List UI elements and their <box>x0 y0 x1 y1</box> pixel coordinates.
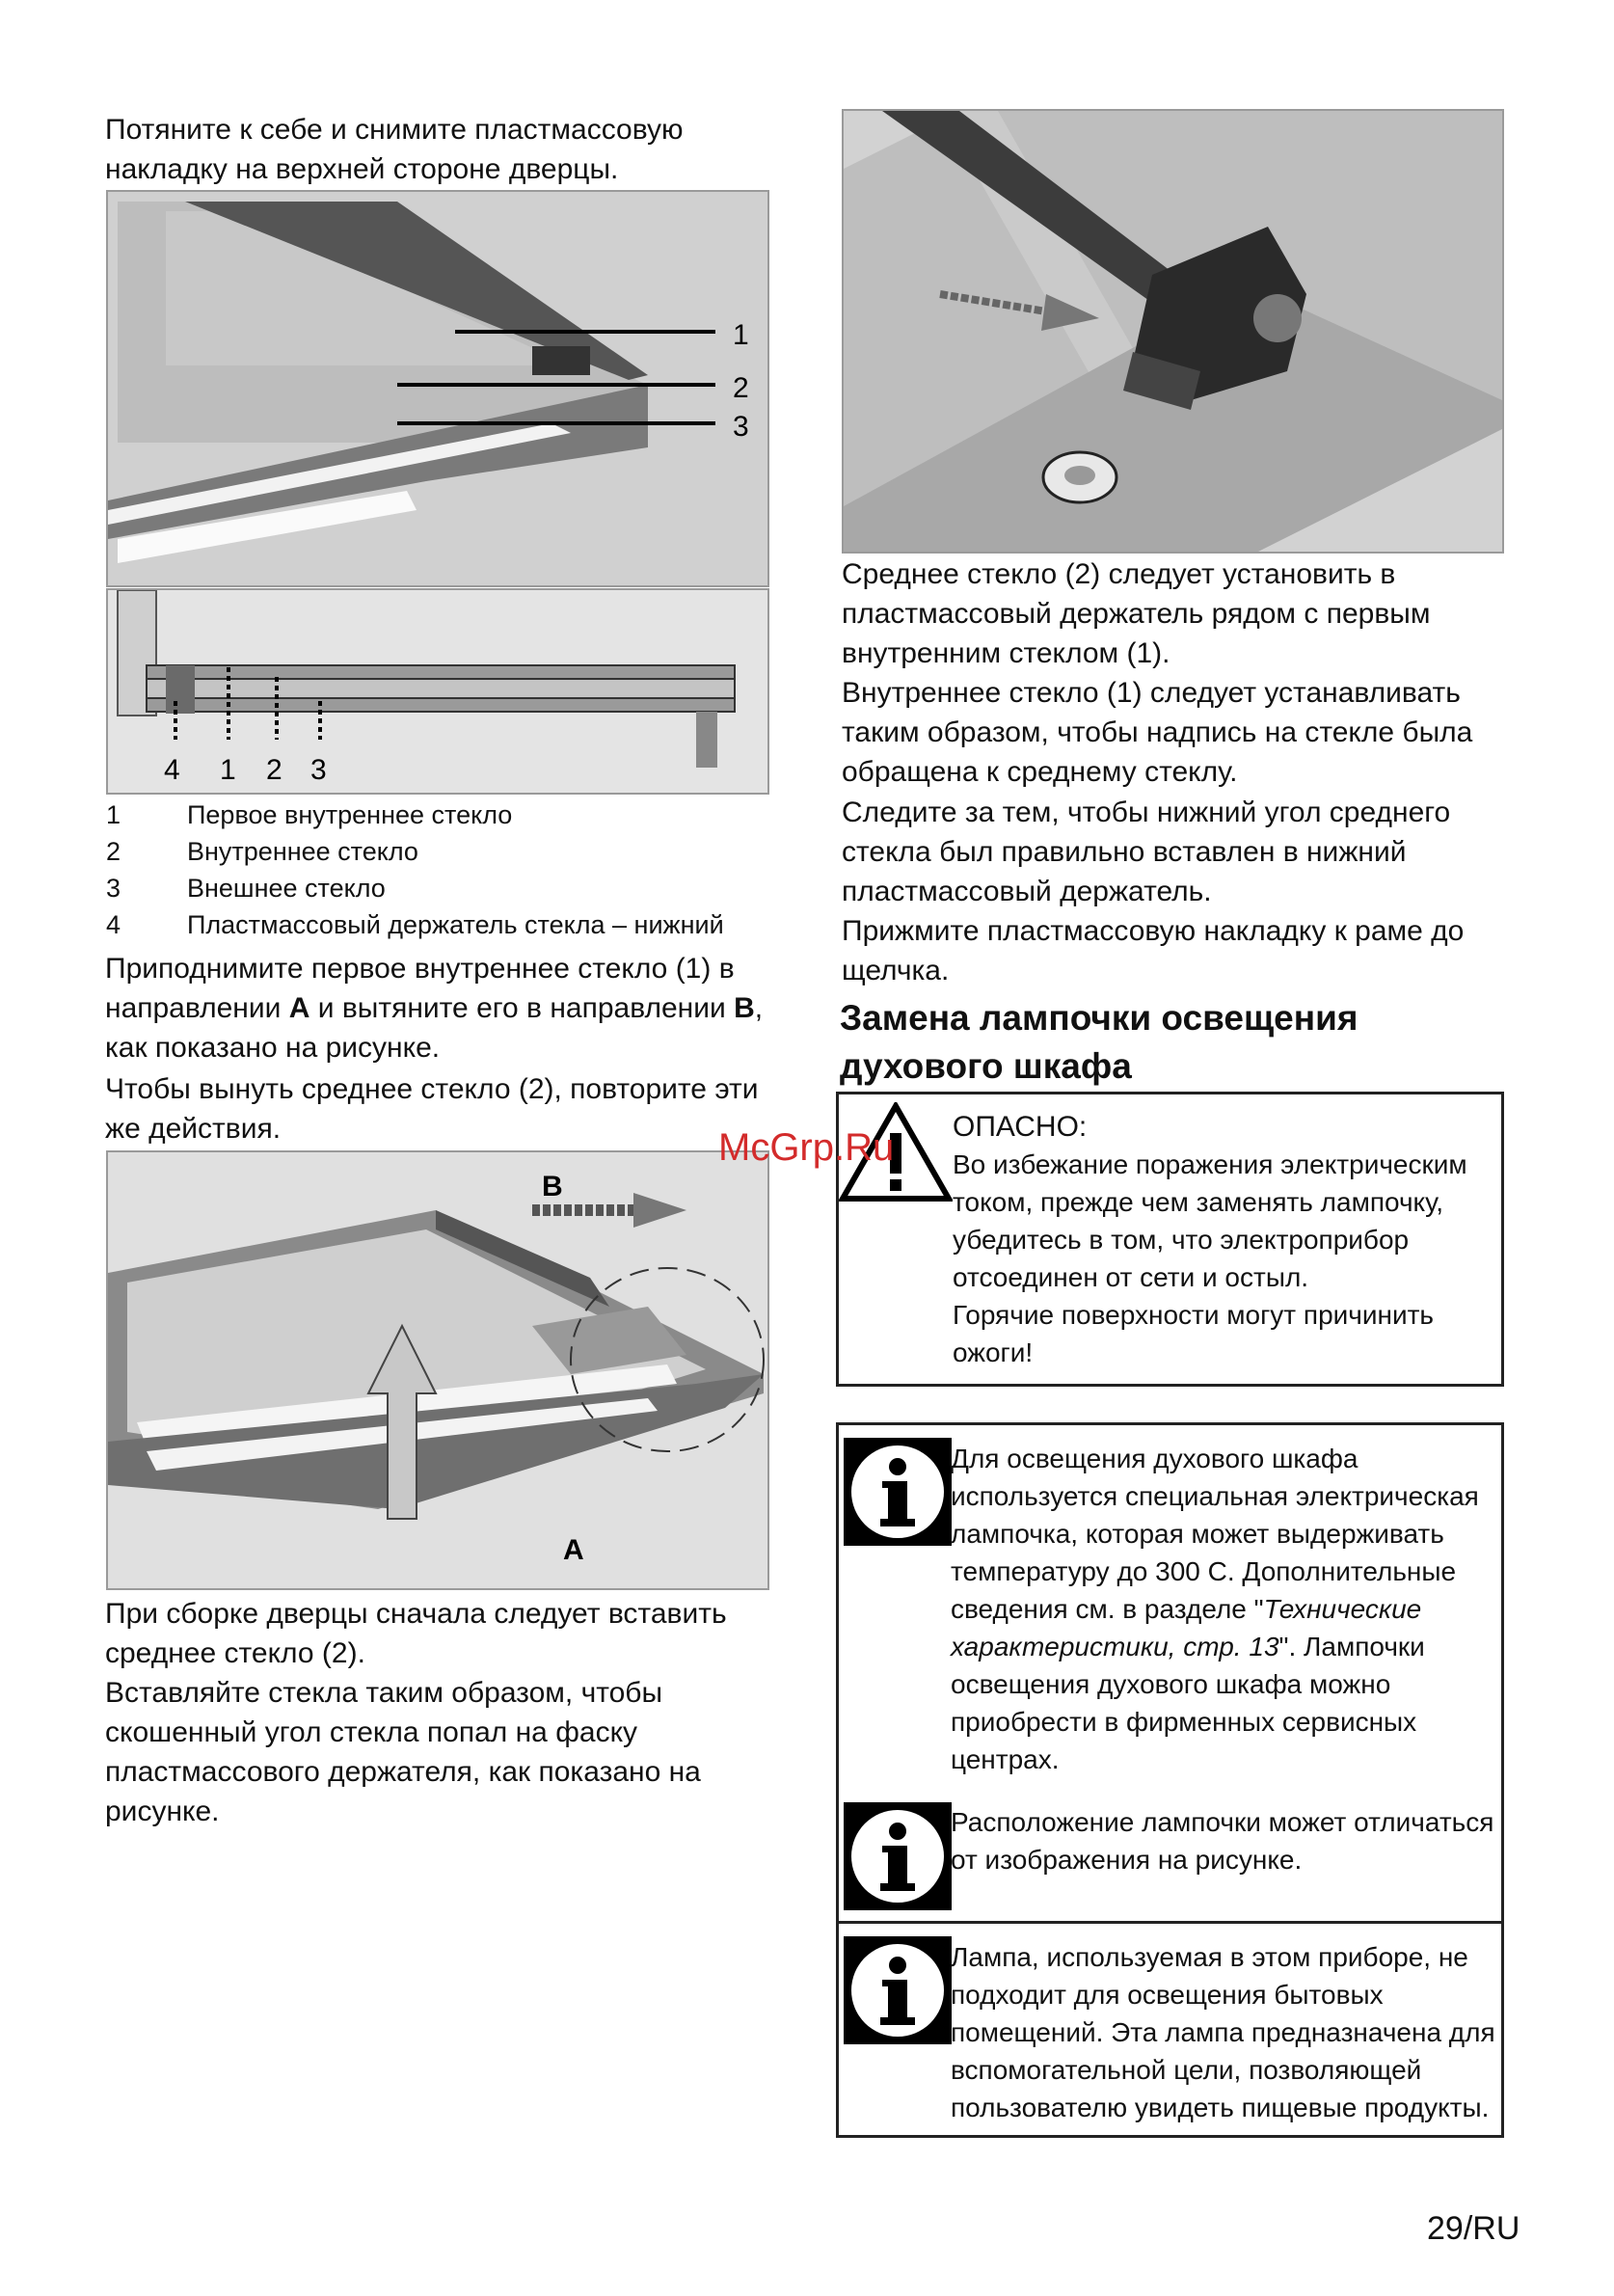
lamp-holder-illustration <box>844 111 1502 552</box>
middle-glass-text: Чтобы вынуть среднее стекло (2), повторите эти же действия. <box>105 1073 759 1145</box>
lift-glass-text: Приподнимите первое внутреннее стекло (1) в направлении A и вытяните его в направлении B, как показано на рисунке. <box>105 953 764 1064</box>
legend-item: 1 Первое внутреннее стекло <box>106 800 513 829</box>
insert-glass-text: Вставляйте стекла таким образом, чтобы скошенный угол стекла попал на фаску пластмассового держателя, как показано на рисунке. <box>105 1677 701 1827</box>
info-text-lamp-location: Расположение лампочки может отличаться от изображения на рисунке. <box>951 1807 1494 1875</box>
right-para-4: Прижмите пластмассовую накладку к раме до щелчка. <box>842 915 1465 986</box>
info-icon <box>844 1936 952 2044</box>
right-para-1: Среднее стекло (2) следует установить в пластмассовый держатель рядом с первым внутренним стеклом (1). <box>842 558 1431 669</box>
right-para-2: Внутреннее стекло (1) следует устанавливать таким образом, чтобы надпись на стекле была обращена к среднему стеклу. <box>842 677 1473 788</box>
fig1-label-3: 3 <box>733 411 749 443</box>
glass-removal-figure <box>106 1150 769 1590</box>
info-box-lamp-purpose <box>836 1921 1504 2138</box>
info-icon <box>844 1438 952 1546</box>
danger-box <box>836 1092 1504 1387</box>
fig3-label-A: A <box>563 1534 584 1566</box>
legend-item: 3 Внешнее стекло <box>106 874 386 903</box>
fig1-label-1: 1 <box>733 319 749 351</box>
door-top-figure <box>106 190 769 587</box>
section-heading: Замена лампочки освещения духового шкафа <box>840 998 1358 1086</box>
info-icon <box>844 1802 952 1910</box>
fig2-label-1: 1 <box>220 754 236 786</box>
info-box-lamp-spec <box>836 1422 1504 1795</box>
fig2-label-2: 2 <box>266 754 282 786</box>
glass-removal-illustration <box>108 1152 767 1588</box>
intro-text: Потяните к себе и снимите пластмассовую накладку на верхней стороне дверцы. <box>105 114 684 185</box>
door-profile-figure <box>106 588 769 795</box>
door-top-illustration <box>108 192 767 585</box>
fig3-label-B: B <box>542 1171 563 1202</box>
fig1-label-2: 2 <box>733 372 749 404</box>
fig2-label-3: 3 <box>310 754 327 786</box>
fig2-label-4: 4 <box>164 754 180 786</box>
danger-title: ОПАСНО: <box>953 1111 1088 1143</box>
figure-legend <box>106 797 781 943</box>
door-profile-illustration <box>108 590 767 793</box>
right-para-3: Следите за тем, чтобы нижний угол среднего стекла был правильно вставлен в нижний пластмассовый держатель. <box>842 797 1451 907</box>
legend-item: 4 Пластмассовый держатель стекла – нижний <box>106 910 724 939</box>
legend-item: 2 Внутреннее стекло <box>106 837 418 866</box>
page-number: 29/RU <box>1427 2210 1520 2247</box>
lamp-holder-figure <box>842 109 1504 554</box>
watermark: McGrp.Ru <box>718 1126 895 1169</box>
info-text-lamp-spec: Для освещения духового шкафа используется специальная электрическая лампочка, которая может выдерживать температуру до 300 С. Дополнительные сведения см. в разделе "Технические характеристики, стр. 13". Лампочки освещения духового шкафа можно приобрести в фирменных сервисных центрах. <box>951 1444 1479 1774</box>
info-text-lamp-purpose: Лампа, используемая в этом приборе, не подходит для освещения бытовых помещений. Эта лампа предназначена для вспомогательной цели, позволяющей пользователю увидеть пищевые продукты. <box>951 1942 1495 2122</box>
danger-text-hot: Горячие поверхности могут причинить ожоги! <box>953 1300 1435 1367</box>
assembly-text: При сборке дверцы сначала следует вставить среднее стекло (2). <box>105 1598 727 1669</box>
danger-text: Во избежание поражения электрическим током, прежде чем заменять лампочку, убедитесь в том, что электроприбор отсоединен от сети и остыл. <box>953 1149 1467 1292</box>
info-box-lamp-location <box>836 1789 1504 1924</box>
